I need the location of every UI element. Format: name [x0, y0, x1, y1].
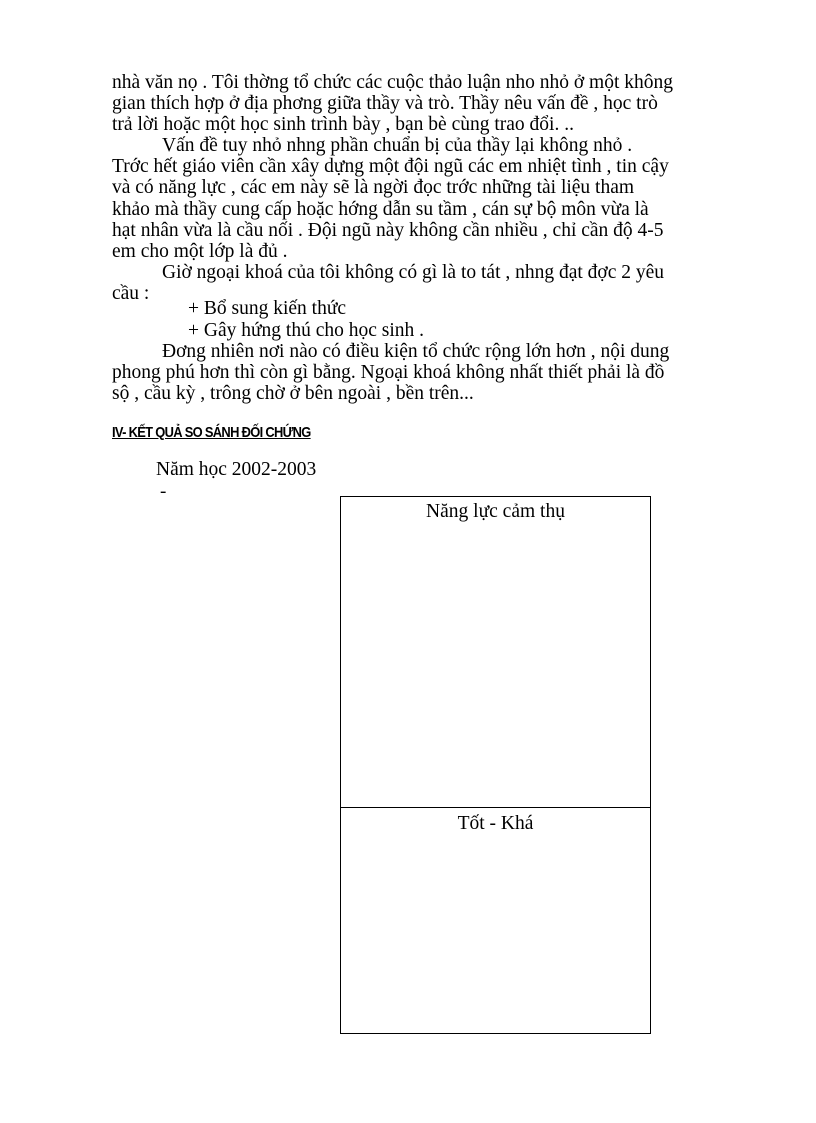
text-line: và có năng lực , các em này sẽ là ngời đọc trớc những tài liệu tham — [112, 177, 635, 199]
text-line: phong phú hơn thì còn gì bằng. Ngoại khoá không nhất thiết phải là đồ — [112, 362, 665, 384]
table-header-cell — [340, 496, 651, 808]
paragraph-closing — [112, 341, 738, 405]
table-row-label: Tốt - Khá — [457, 813, 534, 834]
paragraph-preparation — [112, 135, 738, 262]
table-header-label: Năng lực cảm thụ — [426, 501, 565, 522]
text-line: khảo mà thầy cung cấp hoặc hớng dẫn su tầm , cán sự bộ môn vừa là — [112, 198, 649, 220]
text-line: em cho một lớp là đủ . — [112, 241, 288, 263]
text-line: cầu : — [112, 283, 150, 305]
text-line: Trớc hết giáo viên cần xây dựng một đội ngũ các em nhiệt tình , tin cậy — [112, 156, 669, 178]
text-line: hạt nhân vừa là cầu nối . Đội ngũ này không cần nhiều , chỉ cần độ 4-5 — [112, 219, 664, 241]
bullet-item: + Gây hứng thú cho học sinh . — [188, 320, 425, 341]
text-line: Giờ ngoại khoá của tôi không có gì là to tát , nhng đạt đợc 2 yêu — [162, 262, 665, 283]
text-line: trả lời hoặc một học sinh trình bày , bạn bè cùng trao đổi. .. — [112, 114, 574, 136]
text-line: gian thích hợp ở địa phơng giữa thầy và trò. Thầy nêu vấn đề , học trò — [112, 93, 658, 115]
bullet-item: + Bổ sung kiến thức — [188, 298, 347, 319]
table-row-cell — [340, 807, 651, 1034]
text-line: Đơng nhiên nơi nào có điều kiện tổ chức rộng lớn hơn , nội dung — [162, 341, 670, 362]
text-line: nhà văn nọ . Tôi thờng tổ chức các cuộc thảo luận nho nhỏ ở một không — [112, 72, 674, 93]
section-heading: IV- KẾT QUẢ SO SÁNH ĐỐI CHỨNG — [112, 424, 311, 441]
list-dash: - — [160, 481, 167, 502]
school-year: Năm học 2002-2003 — [156, 459, 317, 480]
paragraph-intro — [112, 72, 738, 136]
text-line: Vấn đề tuy nhỏ nhng phần chuẩn bị của thầy lại không nhỏ . — [162, 135, 633, 156]
text-line: sộ , cầu kỳ , trông chờ ở bên ngoài , bền trên... — [112, 383, 474, 405]
